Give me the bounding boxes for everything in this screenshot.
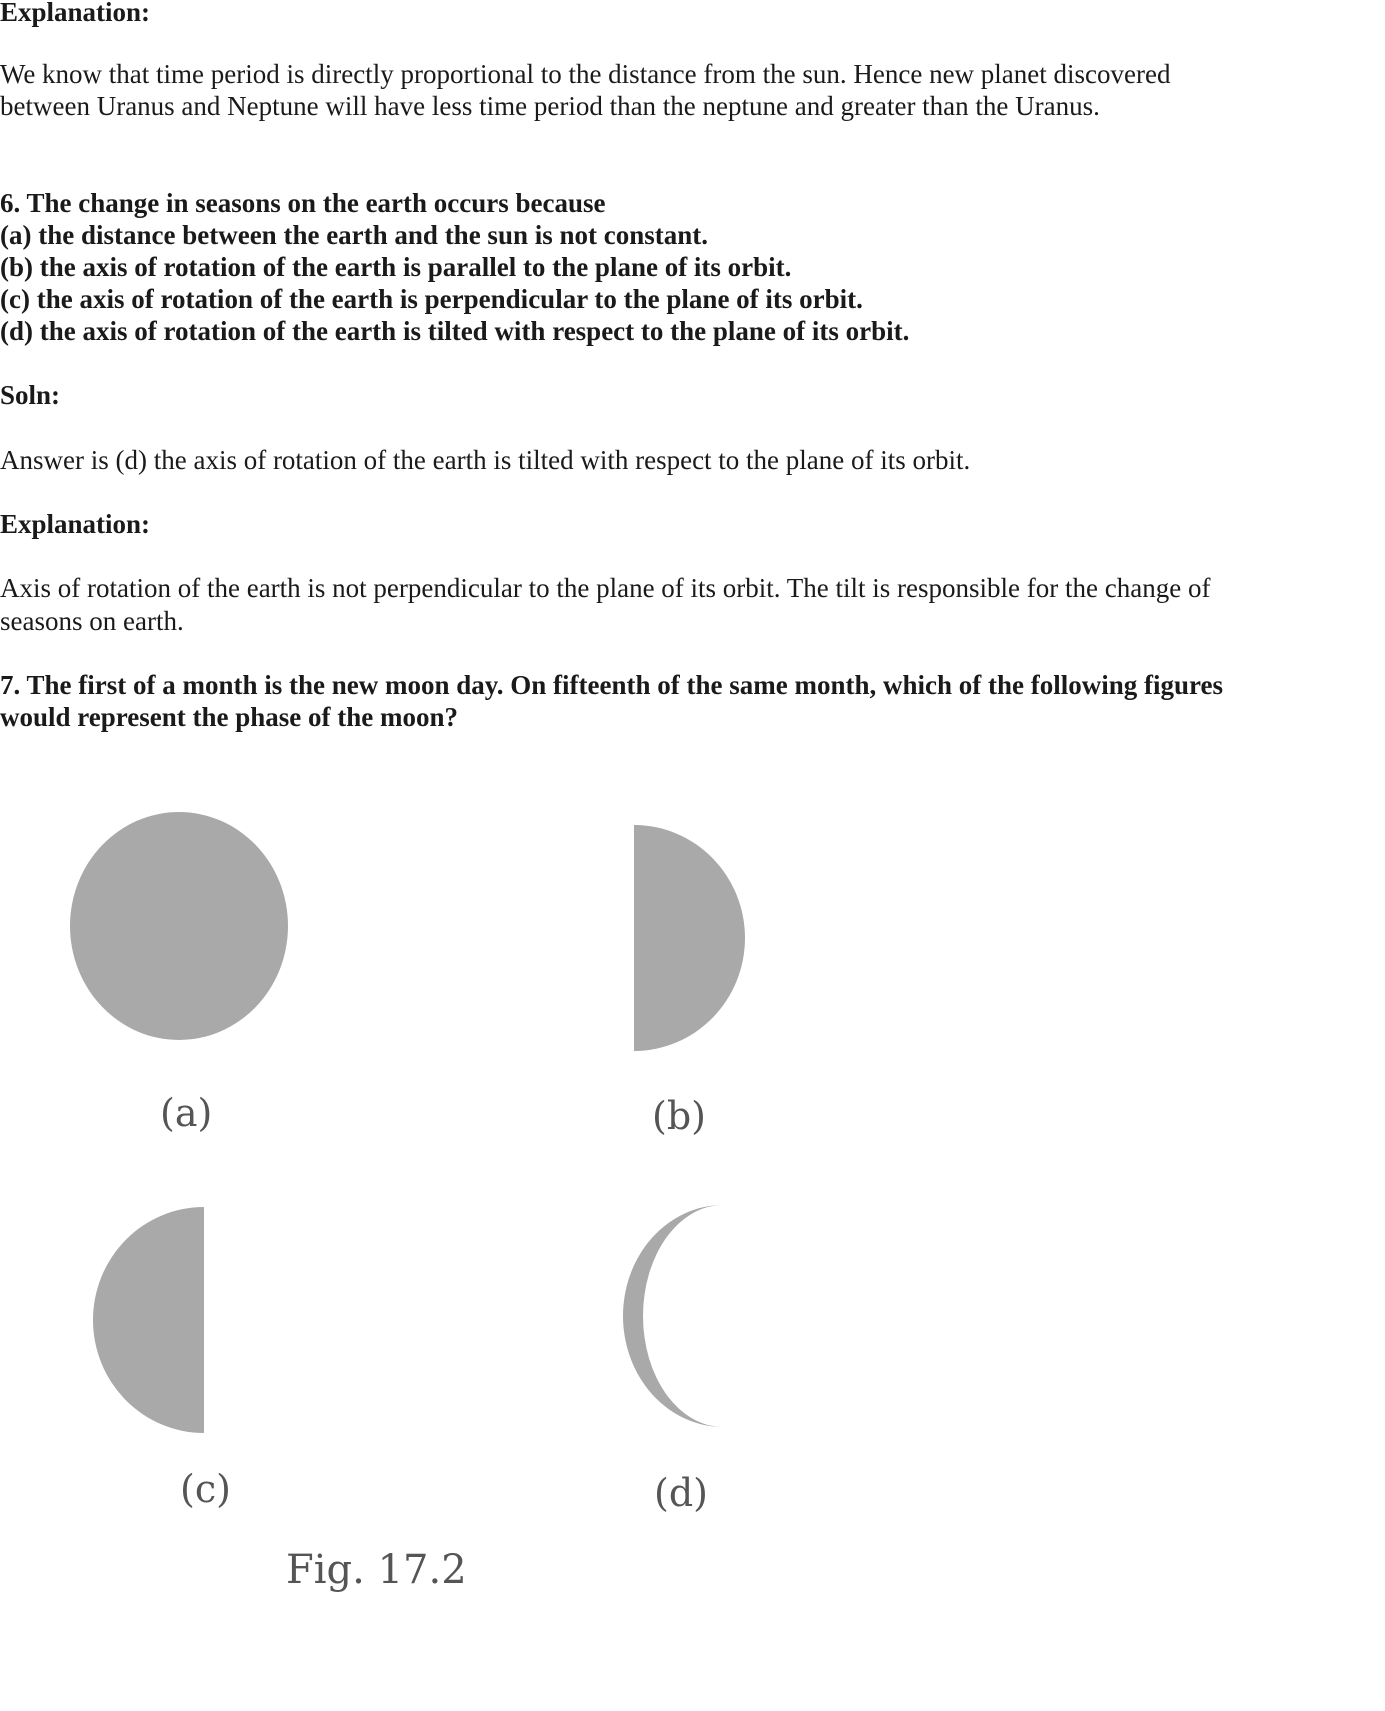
explanation-heading: Explanation: [0, 509, 151, 539]
q6-option-d: (d) the axis of rotation of the earth is tilted with respect to the plane of its orbit. [0, 316, 910, 346]
question-7-line-1: 7. The first of a month is the new moon day. On fifteenth of the same month, which of the following figures [0, 670, 1224, 700]
soln-heading: Soln: [0, 380, 61, 410]
explanation-line-2: between Uranus and Neptune will have less time period than the neptune and greater than the Uranus. [0, 91, 1100, 121]
figure-label-a: (a) [160, 1091, 213, 1135]
moon-crescent-figure [625, 1205, 725, 1427]
q6-option-c: (c) the axis of rotation of the earth is perpendicular to the plane of its orbit. [0, 284, 863, 314]
q6-option-b: (b) the axis of rotation of the earth is parallel to the plane of its orbit. [0, 252, 792, 282]
q6-explanation-line-1: Axis of rotation of the earth is not perpendicular to the plane of its orbit. The tilt is responsible for the change of [0, 573, 1211, 603]
moon-full-figure [70, 812, 290, 1042]
moon-right-half-figure [634, 825, 746, 1051]
figure-label-d: (d) [654, 1471, 708, 1515]
explanation-line-1: We know that time period is directly proportional to the distance from the sun. Hence new planet discovered [0, 59, 1171, 89]
explanation-heading-prev: Explanation: [0, 0, 151, 27]
question-6: 6. The change in seasons on the earth occurs because [0, 188, 606, 218]
q6-option-a: (a) the distance between the earth and the sun is not constant. [0, 220, 708, 250]
moon-left-half-figure [92, 1207, 204, 1433]
figure-label-c: (c) [180, 1467, 231, 1511]
figure-label-b: (b) [652, 1094, 706, 1138]
q6-explanation-line-2: seasons on earth. [0, 606, 184, 636]
q6-answer: Answer is (d) the axis of rotation of the earth is tilted with respect to the plane of its orbit. [0, 445, 971, 475]
question-7-line-2: would represent the phase of the moon? [0, 702, 459, 732]
figure-caption: Fig. 17.2 [286, 1547, 467, 1593]
